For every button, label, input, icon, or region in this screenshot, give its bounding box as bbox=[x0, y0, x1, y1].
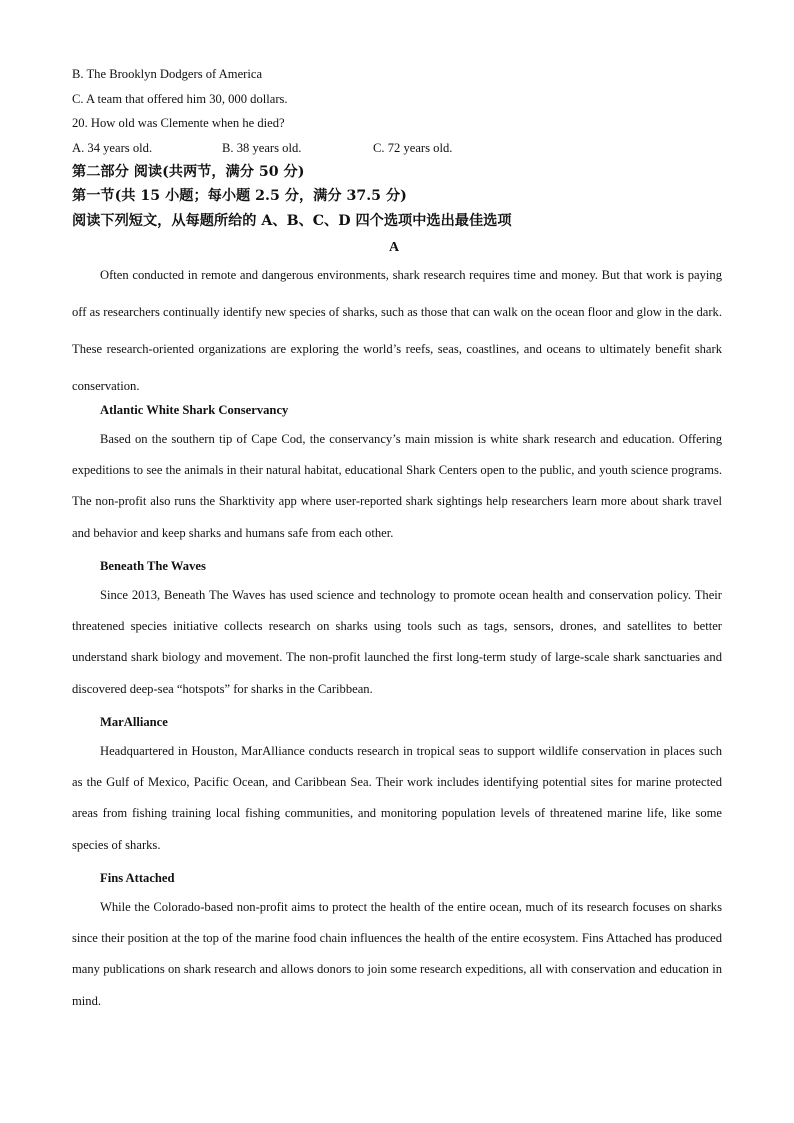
part-two-header: 第二部分 阅读(共两节，满分 50 分) bbox=[72, 164, 305, 180]
section-body-fins-attached: While the Colorado-based non-profit aims to protect the health of the entire ocean, much of its research focuses on sharks since their position at the top of the marine food chain influences the health of the entire ecosystem. Fins Attached has produced many publications on shark research and allows donors to join some research expeditions, all with conservation and education in mind. bbox=[72, 900, 722, 1008]
passage-letter: A bbox=[389, 240, 400, 255]
q20-option-a: A. 34 years old. bbox=[72, 141, 153, 155]
question-20: 20. How old was Clemente when he died? bbox=[72, 116, 285, 130]
q20-option-c: C. 72 years old. bbox=[373, 141, 453, 155]
section-body-maralliance: Headquartered in Houston, MarAlliance conducts research in tropical seas to support wildlife conservation in places such as the Gulf of Mexico, Pacific Ocean, and Caribbean Sea. Their work includes identifying potential sites for marine protected areas from fishing training local fishing communities, and monitoring population levels of threatened marine life, like some species of sharks. bbox=[72, 744, 722, 852]
section-heading-atlantic: Atlantic White Shark Conservancy bbox=[100, 403, 289, 417]
answer-option-b: B. The Brooklyn Dodgers of America bbox=[72, 67, 263, 81]
answer-option-c: C. A team that offered him 30, 000 dollars. bbox=[72, 92, 288, 106]
intro-paragraph: Often conducted in remote and dangerous environments, shark research requires time and money. But that work is paying off as researchers continually identify new species of sharks, such as those that can walk on the ocean floor and glow in the dark. These research-oriented organizations are exploring the world’s reefs, seas, coastlines, and oceans to ultimately benefit shark conservation. bbox=[72, 268, 722, 393]
q20-option-b: B. 38 years old. bbox=[222, 141, 302, 155]
section-body-atlantic: Based on the southern tip of Cape Cod, the conservancy’s main mission is white shark research and education. Offering expeditions to see the animals in their natural habitat, educational Shark Centers open to the public, and youth science programs. The non-profit also runs the Sharktivity app where user-reported shark sightings help researchers learn more about shark travel and behavior and keep sharks and humans safe from each other. bbox=[72, 432, 722, 540]
section-one-header: 第一节(共 15 小题；每小题 2.5 分，满分 37.5 分) bbox=[72, 188, 407, 204]
section-heading-beneath-the-waves: Beneath The Waves bbox=[100, 559, 206, 573]
section-body-beneath-the-waves: Since 2013, Beneath The Waves has used science and technology to promote ocean health and conservation policy. Their threatened species initiative collects research on sharks using tools such as tags, sensors, drones, and satellites to better understand shark biology and movement. The non-profit launched the first long-term study of large-scale shark sanctuaries and discovered deep-sea “hotspots” for sharks in the Caribbean. bbox=[72, 588, 722, 696]
section-heading-maralliance: MarAlliance bbox=[100, 715, 168, 729]
reading-instruction: 阅读下列短文，从每题所给的 A、B、C、D 四个选项中选出最佳选项 bbox=[72, 213, 512, 229]
section-heading-fins-attached: Fins Attached bbox=[100, 871, 175, 885]
